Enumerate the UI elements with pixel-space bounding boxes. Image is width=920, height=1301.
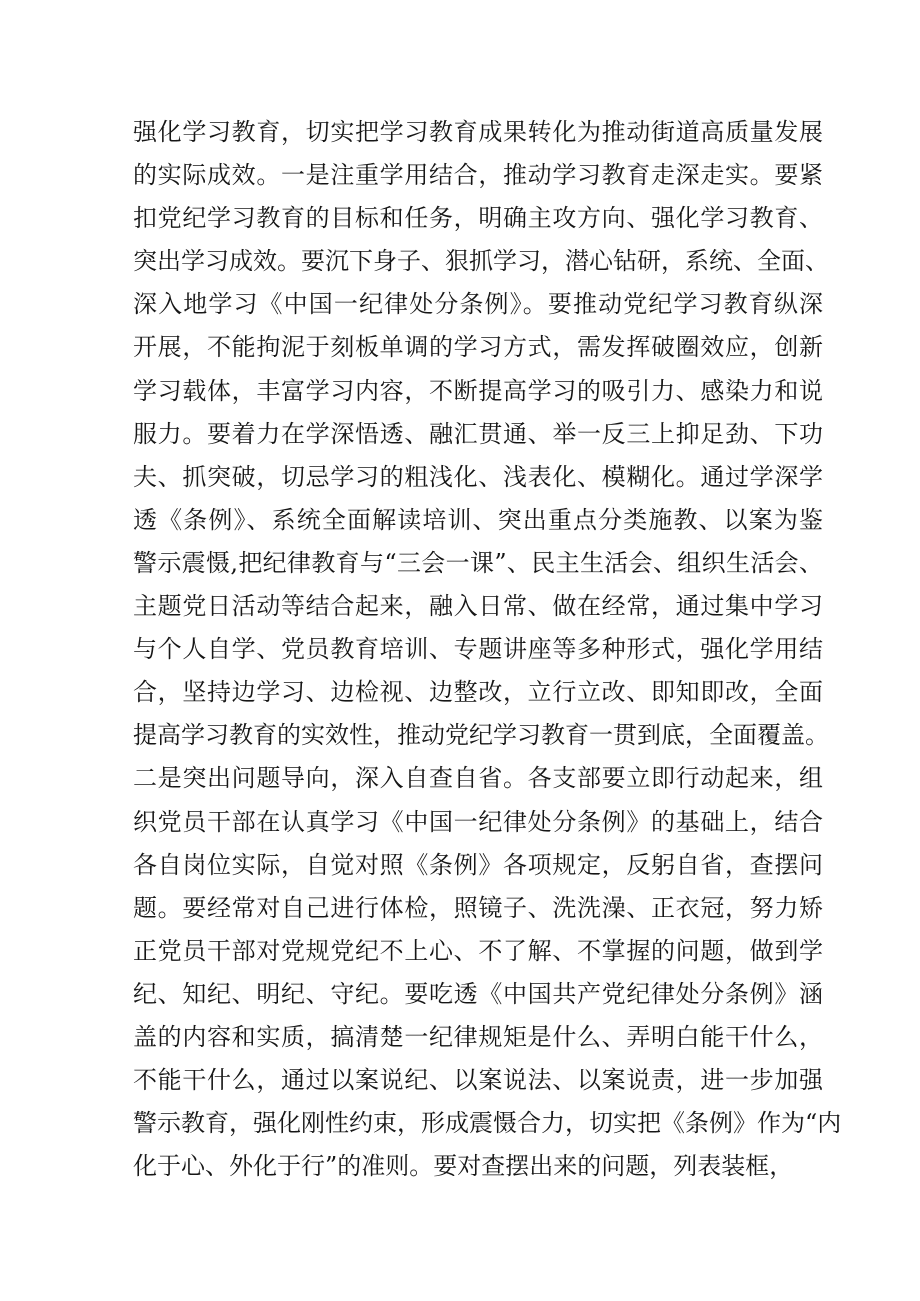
text-line: 强化学习教育，切实把学习教育成果转化为推动街道高质量发展	[133, 118, 823, 146]
text-line: 正党员干部对党规党纪不上心、不了解、不掌握的问题，做到学	[133, 936, 823, 965]
text-line: 题。要经常对自己进行体检，照镜子、洗洗澡、正衣冠，努力矫	[133, 893, 823, 922]
text-line: 警示震慑,把纪律教育与“三会一课”、民主生活会、组织生活会、	[133, 548, 823, 577]
text-line: 警示教育，强化刚性约束，形成震慑合力，切实把《条例》作为“内	[133, 1109, 842, 1138]
text-line: 合，坚持边学习、边检视、边整改，立行立改、即知即改，全面	[133, 678, 823, 707]
text-line: 透《条例》、系统全面解读培训、突出重点分类施教、以案为鉴	[133, 505, 823, 534]
text-line: 扣党纪学习教育的目标和任务，明确主攻方向、强化学习教育、	[133, 204, 823, 233]
text-line: 夫、抓突破，切忌学习的粗浅化、浅表化、模糊化。通过学深学	[133, 462, 823, 491]
text-line: 化于心、外化于行”的准则。要对查摆出来的问题，列表装框，	[133, 1152, 794, 1181]
text-line: 开展，不能拘泥于刻板单调的学习方式，需发挥破圈效应，创新	[133, 333, 823, 362]
text-line: 的实际成效。一是注重学用结合，推动学习教育走深走实。要紧	[133, 161, 823, 190]
text-line: 深入地学习《中国一纪律处分条例》。要推动党纪学习教育纵深	[133, 290, 823, 319]
text-line: 提高学习教育的实效性，推动党纪学习教育一贯到底，全面覆盖。	[133, 721, 829, 750]
text-line: 不能干什么，通过以案说纪、以案说法、以案说责，进一步加强	[133, 1066, 823, 1095]
text-line: 纪、知纪、明纪、守纪。要吃透《中国共产党纪律处分条例》涵	[133, 979, 823, 1008]
text-line: 学习载体，丰富学习内容，不断提高学习的吸引力、感染力和说	[133, 376, 823, 405]
text-line: 与个人自学、党员教育培训、专题讲座等多种形式，强化学用结	[133, 635, 823, 664]
text-line: 盖的内容和实质，搞清楚一纪律规矩是什么、弄明白能干什么，	[133, 1022, 823, 1051]
text-line: 服力。要着力在学深悟透、融汇贯通、举一反三上抑足劲、下功	[133, 419, 823, 448]
text-line: 突出学习成效。要沉下身子、狠抓学习，潜心钻研，系统、全面、	[133, 247, 829, 276]
text-line: 织党员干部在认真学习《中国一纪律处分条例》的基础上，结合	[133, 807, 823, 836]
text-line: 各自岗位实际，自觉对照《条例》各项规定，反躬自省，查摆问	[133, 850, 823, 879]
text-line: 二是突出问题导向，深入自查自省。各支部要立即行动起来，组	[133, 764, 823, 793]
body-text	[133, 111, 842, 1188]
text-line: 主题党日活动等结合起来，融入日常、做在经常，通过集中学习	[133, 592, 823, 621]
